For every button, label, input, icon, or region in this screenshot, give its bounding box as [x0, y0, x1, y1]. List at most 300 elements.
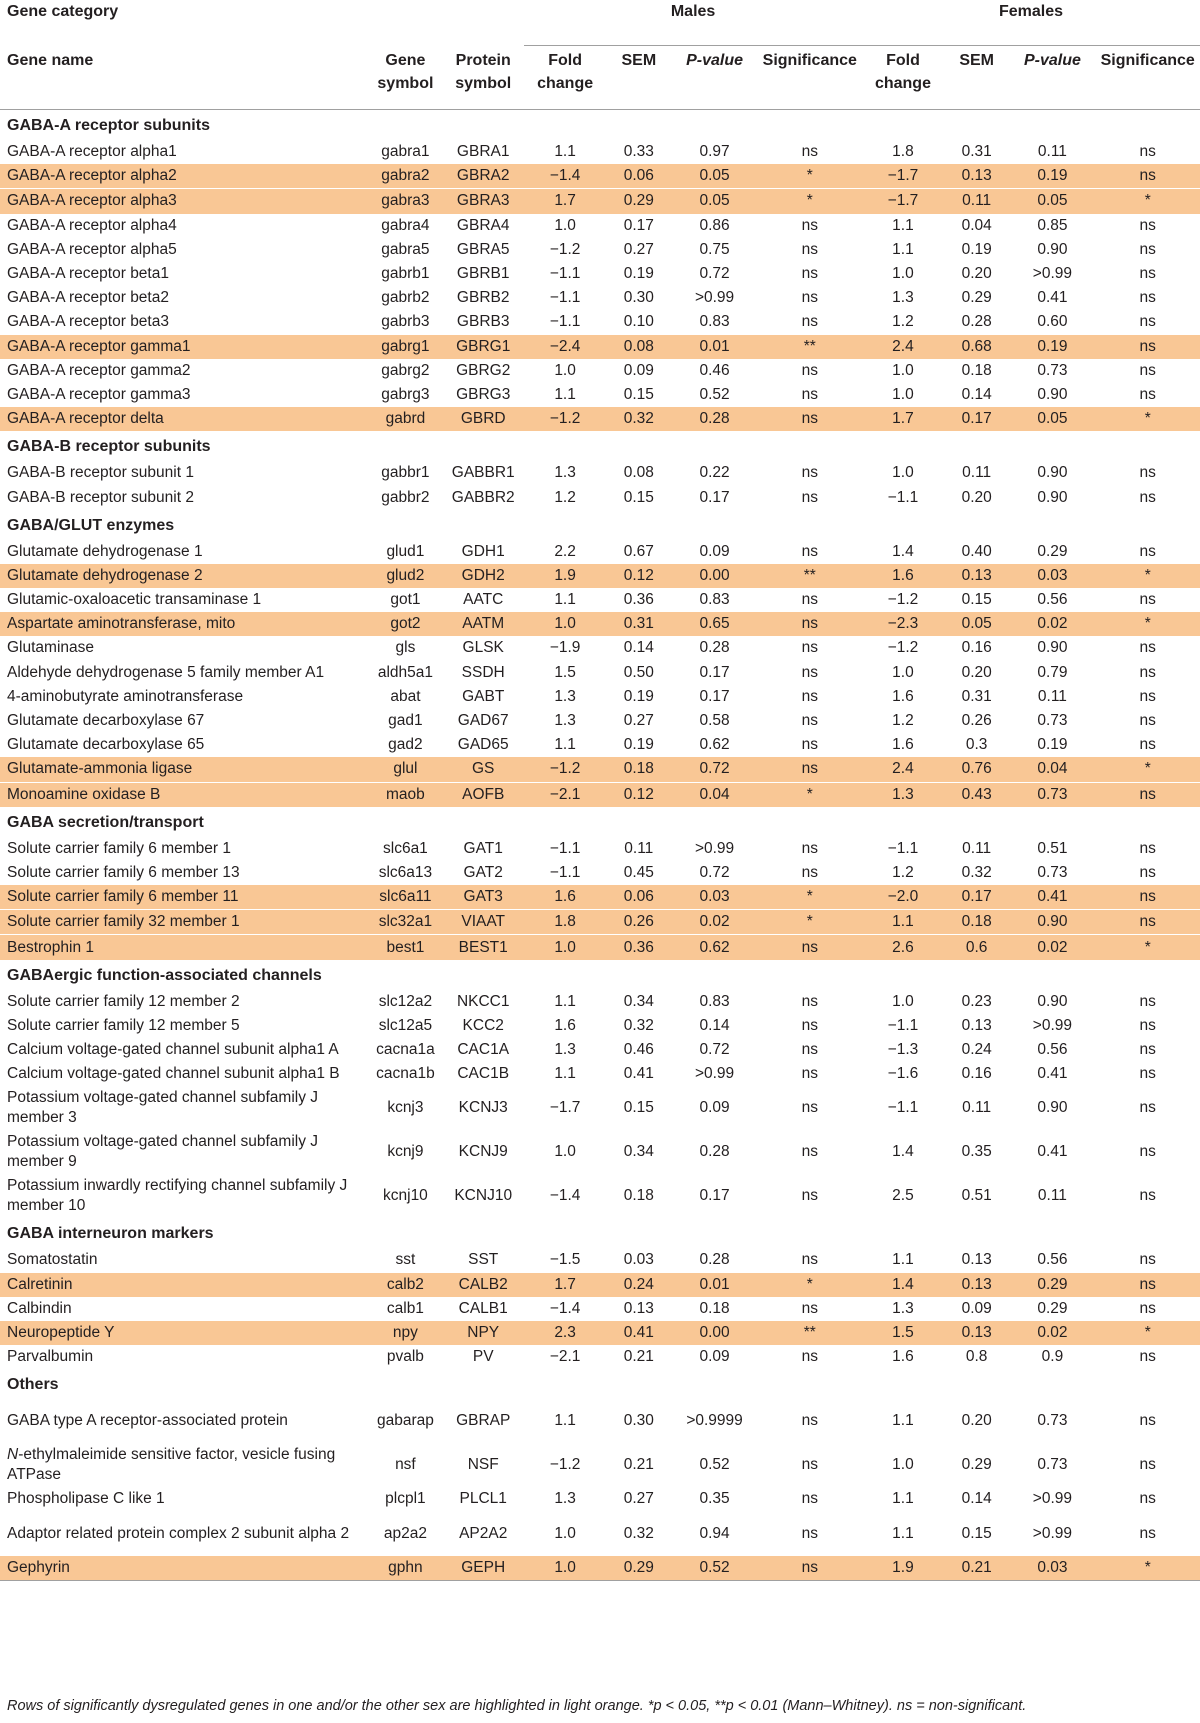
females-pvalue-cell: 0.85 [1037, 216, 1068, 234]
males-sem-cell: 0.15 [623, 385, 654, 403]
col-gene-symbol: Gene symbol [369, 46, 443, 110]
males-pvalue-cell: 0.01 [672, 335, 758, 359]
males-significance-cell: * [758, 910, 862, 935]
gene-symbol-cell: slc6a1 [383, 839, 428, 857]
gene-symbol-cell: glul [369, 757, 443, 782]
females-significance-cell: ns [1139, 1143, 1156, 1161]
gene-name-cell: Calcium voltage-gated channel subunit alpha1 B [7, 1065, 340, 1083]
protein-symbol-cell: GBRA3 [442, 189, 524, 214]
table-row [0, 661, 1200, 685]
table-row [0, 910, 1200, 935]
females-fold-change-cell: −1.7 [862, 164, 944, 189]
males-sem-cell: 0.29 [606, 1556, 672, 1581]
gene-name-cell: Bestrophin 1 [0, 935, 369, 960]
protein-symbol-cell: PV [472, 1348, 494, 1366]
females-significance-cell: ns [1139, 1099, 1156, 1117]
males-significance-cell: ns [801, 313, 818, 331]
females-significance-cell: ns [1139, 1251, 1156, 1269]
table-row [0, 1248, 1200, 1272]
protein-symbol-cell: GBRG2 [456, 361, 511, 379]
table-row [0, 612, 1200, 636]
females-sem-cell: 0.68 [944, 335, 1010, 359]
males-pvalue-cell: 0.28 [699, 639, 730, 657]
males-significance-cell: ns [801, 361, 818, 379]
gene-symbol-cell: gabrb3 [381, 313, 430, 331]
protein-symbol-cell: GBRG3 [456, 385, 511, 403]
males-sem-cell: 0.06 [606, 885, 672, 910]
males-sem-cell: 0.30 [623, 289, 654, 307]
protein-symbol-cell: AP2A2 [459, 1524, 508, 1542]
females-pvalue-cell: 0.60 [1037, 313, 1068, 331]
females-fold-change-cell: 1.1 [892, 1524, 914, 1542]
females-significance-cell: * [1095, 1556, 1200, 1581]
gene-symbol-cell: gabrb1 [381, 265, 430, 283]
males-fold-change-cell: 1.0 [554, 216, 576, 234]
table-row [0, 1086, 1200, 1130]
gene-name-cell: Calcium voltage-gated channel subunit alpha1 A [7, 1041, 339, 1059]
table-row [0, 540, 1200, 564]
males-significance-cell: * [758, 782, 862, 807]
males-sem-cell: 0.46 [623, 1041, 654, 1059]
females-significance-cell: * [1095, 189, 1200, 214]
gene-symbol-cell: gabrg2 [381, 361, 430, 379]
females-fold-change-cell: 1.0 [892, 385, 914, 403]
males-sem-cell: 0.10 [623, 313, 654, 331]
males-significance-cell: * [758, 189, 862, 214]
males-sem-cell: 0.41 [623, 1065, 654, 1083]
table-row [0, 935, 1200, 960]
gene-symbol-cell: glud1 [386, 542, 425, 560]
table-row [0, 359, 1200, 383]
females-pvalue-cell: 0.05 [1009, 407, 1095, 431]
gene-name-cell: Aldehyde dehydrogenase 5 family member A1 [7, 663, 325, 681]
males-significance-cell: ns [801, 1412, 818, 1430]
table-row [0, 262, 1200, 286]
females-sem-cell: 0.05 [944, 612, 1010, 636]
females-pvalue-cell: 0.19 [1009, 164, 1095, 189]
females-pvalue-cell: 0.29 [1037, 542, 1068, 560]
gene-name-cell: Glutamate decarboxylase 67 [7, 712, 205, 730]
table-row [0, 588, 1200, 612]
males-pvalue-cell: 0.01 [672, 1273, 758, 1297]
protein-symbol-cell: GBRB1 [456, 265, 510, 283]
protein-symbol-cell: SST [468, 1251, 499, 1269]
males-significance-cell: ns [801, 542, 818, 560]
gene-name-cell: Potassium inwardly rectifying channel subfamily J member 10 [7, 1177, 348, 1215]
males-pvalue-cell: 0.52 [699, 1456, 730, 1474]
table-row [0, 310, 1200, 334]
table-row [0, 164, 1200, 189]
gene-name-cell: Potassium voltage-gated channel subfamily J member 9 [7, 1133, 319, 1171]
females-sem-cell: 0.32 [961, 863, 992, 881]
males-sem-cell: 0.18 [606, 757, 672, 782]
gene-symbol-cell: kcnj10 [383, 1187, 428, 1205]
males-fold-change-cell: 1.6 [524, 885, 606, 910]
gene-symbol-cell: gabbr1 [381, 464, 430, 482]
males-sem-cell: 0.17 [623, 216, 654, 234]
males-significance-cell: ns [801, 289, 818, 307]
table-row [0, 733, 1200, 757]
gene-symbol-cell: gabra1 [381, 143, 430, 161]
males-significance-cell: ns [801, 663, 818, 681]
females-fold-change-cell: −2.0 [862, 885, 944, 910]
gene-symbol-cell: sst [395, 1251, 416, 1269]
males-pvalue-cell: 0.83 [699, 992, 730, 1010]
females-sem-cell: 0.16 [961, 1065, 992, 1083]
females-fold-change-cell: 1.4 [892, 1143, 914, 1161]
gene-name-cell: Solute carrier family 6 member 11 [0, 885, 369, 910]
protein-symbol-cell: GABT [462, 687, 505, 705]
females-sem-cell: 0.31 [961, 687, 992, 705]
males-significance-cell: ** [758, 1321, 862, 1345]
females-fold-change-cell: 1.6 [892, 1348, 914, 1366]
females-pvalue-cell: 0.90 [1009, 910, 1095, 935]
males-significance-cell: ns [801, 1016, 818, 1034]
gene-name-cell: GABA-A receptor beta2 [7, 289, 169, 307]
protein-symbol-cell: GAT3 [442, 885, 524, 910]
females-significance-cell: * [1095, 612, 1200, 636]
females-sem-cell: 0.21 [944, 1556, 1010, 1581]
males-significance-cell: ns [801, 1348, 818, 1366]
males-significance-cell: ns [801, 1041, 818, 1059]
males-fold-change-cell: 1.1 [554, 143, 576, 161]
females-pvalue-cell: 0.11 [1037, 687, 1067, 705]
males-pvalue-cell: 0.97 [699, 143, 730, 161]
females-sem-cell: 0.24 [961, 1041, 992, 1059]
males-sem-cell: 0.19 [623, 736, 654, 754]
protein-symbol-cell: CALB2 [442, 1273, 524, 1297]
protein-symbol-cell: GBRA1 [456, 143, 510, 161]
females-sem-cell: 0.20 [961, 1412, 992, 1430]
females-pvalue-cell: 0.73 [1037, 863, 1068, 881]
males-pvalue-cell: 0.75 [699, 240, 730, 258]
males-pvalue-cell: 0.17 [699, 663, 730, 681]
females-sem-cell: 0.29 [961, 289, 992, 307]
males-pvalue-cell: 0.52 [672, 1556, 758, 1581]
males-significance-cell: ns [801, 464, 818, 482]
males-fold-change-cell: −1.7 [549, 1099, 581, 1117]
section-title: GABAergic function-associated channels [7, 966, 322, 984]
males-fold-change-cell: 1.2 [554, 488, 576, 506]
males-header: Males [524, 0, 862, 46]
females-fold-change-cell: −1.1 [887, 1016, 919, 1034]
males-significance-cell: ns [801, 265, 818, 283]
females-sem-cell: 0.13 [961, 1251, 992, 1269]
females-fold-change-cell: 1.1 [892, 216, 914, 234]
table-row [0, 885, 1200, 910]
females-significance-cell: ns [1139, 1348, 1156, 1366]
gene-symbol-cell: gabrd [369, 407, 443, 431]
females-pvalue-cell: 0.41 [1037, 289, 1068, 307]
males-pvalue-cell: 0.04 [672, 782, 758, 807]
females-significance-cell: ns [1139, 687, 1156, 705]
females-pvalue-cell: 0.9 [1041, 1348, 1064, 1366]
col-females-significance: Significance [1095, 46, 1200, 110]
table-row [0, 1556, 1200, 1581]
females-significance-cell: ns [1139, 464, 1156, 482]
females-fold-change-cell: 1.6 [892, 736, 914, 754]
gene-name-cell: GABA-B receptor subunit 2 [7, 488, 194, 506]
males-fold-change-cell: −1.1 [549, 863, 581, 881]
males-significance-cell: ns [801, 488, 818, 506]
males-fold-change-cell: −2.4 [524, 335, 606, 359]
males-sem-cell: 0.21 [623, 1348, 654, 1366]
females-significance-cell: ns [1139, 265, 1156, 283]
females-pvalue-cell: 0.90 [1037, 240, 1068, 258]
males-significance-cell: ns [801, 712, 818, 730]
males-fold-change-cell: 2.2 [554, 542, 576, 560]
males-significance-cell: ns [801, 1143, 818, 1161]
females-pvalue-cell: 0.29 [1037, 1299, 1068, 1317]
males-pvalue-cell: 0.28 [699, 1143, 730, 1161]
males-significance-cell: ns [801, 639, 818, 657]
gene-name-cell: 4-aminobutyrate aminotransferase [7, 687, 244, 705]
males-pvalue-cell: >0.99 [694, 289, 735, 307]
gene-symbol-cell: gabra2 [369, 164, 443, 189]
gene-symbol-cell: gls [395, 639, 416, 657]
protein-symbol-cell: GDH1 [461, 542, 505, 560]
males-pvalue-cell: 0.52 [699, 385, 730, 403]
males-fold-change-cell: 1.0 [554, 1143, 576, 1161]
females-pvalue-cell: 0.90 [1037, 464, 1068, 482]
males-fold-change-cell: −1.1 [549, 265, 581, 283]
gene-symbol-cell: npy [369, 1321, 443, 1345]
protein-symbol-cell: GAT1 [463, 839, 503, 857]
females-sem-cell: 0.28 [961, 313, 992, 331]
females-fold-change-cell: 1.1 [892, 240, 914, 258]
table-row [0, 214, 1200, 238]
females-sem-cell: 0.04 [961, 216, 992, 234]
males-significance-cell: ns [801, 1099, 818, 1117]
gene-name-cell: Glutamate dehydrogenase 1 [7, 542, 203, 560]
females-sem-cell: 0.11 [944, 189, 1010, 214]
males-pvalue-cell: 0.22 [699, 464, 730, 482]
table-row [0, 782, 1200, 807]
females-fold-change-cell: 1.4 [862, 1273, 944, 1297]
females-significance-cell: ns [1095, 335, 1200, 359]
males-sem-cell: 0.18 [623, 1187, 654, 1205]
protein-symbol-cell: GAT2 [463, 863, 503, 881]
males-pvalue-cell: 0.00 [672, 1321, 758, 1345]
females-pvalue-cell: 0.02 [1009, 612, 1095, 636]
females-pvalue-cell: 0.73 [1037, 1412, 1068, 1430]
females-pvalue-cell: >0.99 [1032, 265, 1073, 283]
females-significance-cell: ns [1139, 1456, 1156, 1474]
males-pvalue-cell: 0.94 [699, 1524, 730, 1542]
females-sem-cell: 0.13 [944, 164, 1010, 189]
males-significance-cell: ns [801, 863, 818, 881]
females-fold-change-cell: 1.7 [862, 407, 944, 431]
females-significance-cell: ns [1139, 1187, 1156, 1205]
females-fold-change-cell: 1.3 [862, 782, 944, 807]
col-gene-name: Gene name [0, 46, 369, 110]
table-row [0, 1487, 1200, 1511]
females-fold-change-cell: 1.0 [892, 1456, 914, 1474]
males-sem-cell: 0.03 [623, 1251, 654, 1269]
females-pvalue-cell: >0.99 [1032, 1490, 1073, 1508]
males-fold-change-cell: −1.1 [549, 313, 581, 331]
table-row [0, 461, 1200, 485]
section-header-row [0, 960, 1200, 990]
males-sem-cell: 0.27 [623, 712, 654, 730]
table-row [0, 861, 1200, 885]
protein-symbol-cell: GBRB2 [456, 289, 510, 307]
gene-name-cell: Solute carrier family 12 member 2 [7, 992, 240, 1010]
gene-name-cell: GABA-A receptor alpha2 [0, 164, 369, 189]
table-row [0, 1038, 1200, 1062]
gene-symbol-cell: got1 [390, 591, 421, 609]
males-significance-cell: ns [801, 992, 818, 1010]
gene-name-cell: Calbindin [7, 1299, 72, 1317]
females-sem-cell: 0.35 [961, 1143, 992, 1161]
protein-symbol-cell: GABBR1 [451, 464, 515, 482]
females-sem-cell: 0.13 [944, 564, 1010, 588]
protein-symbol-cell: GDH2 [442, 564, 524, 588]
males-significance-cell: ns [801, 143, 818, 161]
gene-symbol-cell: aldh5a1 [377, 663, 433, 681]
males-sem-cell: 0.34 [623, 992, 654, 1010]
females-fold-change-cell: 2.4 [862, 757, 944, 782]
table-row [0, 1062, 1200, 1086]
females-sem-cell: 0.09 [961, 1299, 992, 1317]
males-pvalue-cell: 0.02 [672, 910, 758, 935]
males-fold-change-cell: 1.6 [554, 1016, 576, 1034]
females-fold-change-cell: 1.8 [892, 143, 914, 161]
females-fold-change-cell: −2.3 [862, 612, 944, 636]
males-sem-cell: 0.24 [606, 1273, 672, 1297]
females-pvalue-cell: 0.05 [1009, 189, 1095, 214]
females-fold-change-cell: 1.9 [862, 1556, 944, 1581]
males-significance-cell: ns [801, 1065, 818, 1083]
males-sem-cell: 0.13 [623, 1299, 654, 1317]
males-significance-cell: * [758, 164, 862, 189]
males-sem-cell: 0.32 [623, 1524, 654, 1542]
section-header-row [0, 110, 1200, 141]
header-group-row [0, 0, 1200, 46]
gene-name-cell: GABA-A receptor beta1 [7, 265, 169, 283]
protein-symbol-cell: GBRD [442, 407, 524, 431]
males-fold-change-cell: 2.3 [524, 1321, 606, 1345]
males-pvalue-cell: 0.00 [672, 564, 758, 588]
gene-symbol-cell: maob [369, 782, 443, 807]
females-sem-cell: 0.43 [944, 782, 1010, 807]
females-fold-change-cell: 1.1 [862, 910, 944, 935]
males-fold-change-cell: 1.0 [524, 612, 606, 636]
females-sem-cell: 0.13 [961, 1016, 992, 1034]
gene-name-cell: Glutamate decarboxylase 65 [7, 736, 205, 754]
females-pvalue-cell: 0.51 [1037, 839, 1068, 857]
males-fold-change-cell: −1.2 [524, 757, 606, 782]
males-fold-change-cell: −1.1 [549, 839, 581, 857]
section-title: GABA-B receptor subunits [7, 438, 211, 456]
females-fold-change-cell: −1.1 [887, 839, 919, 857]
males-fold-change-cell: 1.1 [554, 385, 576, 403]
males-significance-cell: ns [801, 1299, 818, 1317]
gene-symbol-cell: calb2 [369, 1273, 443, 1297]
females-fold-change-cell: −1.3 [887, 1041, 919, 1059]
gene-name-cell: GABA-A receptor alpha5 [7, 240, 177, 258]
males-pvalue-cell: 0.72 [672, 757, 758, 782]
females-pvalue-cell: 0.11 [1037, 1187, 1067, 1205]
males-significance-cell: ns [801, 1490, 818, 1508]
table-row [0, 1345, 1200, 1369]
males-significance-cell: ns [758, 757, 862, 782]
females-fold-change-cell: −1.7 [862, 189, 944, 214]
males-sem-cell: 0.19 [623, 265, 654, 283]
males-pvalue-cell: 0.17 [699, 1187, 730, 1205]
females-pvalue-cell: 0.56 [1037, 591, 1068, 609]
col-males-pvalue: P-value [672, 46, 758, 110]
table-row [0, 383, 1200, 407]
females-significance-cell: ns [1139, 289, 1156, 307]
gene-symbol-cell: best1 [369, 935, 443, 960]
females-pvalue-cell: 0.73 [1037, 712, 1068, 730]
males-fold-change-cell: −2.1 [549, 1348, 581, 1366]
females-pvalue-cell: 0.73 [1037, 1456, 1068, 1474]
males-fold-change-cell: 1.1 [554, 1412, 576, 1430]
males-fold-change-cell: −1.2 [524, 407, 606, 431]
section-title: GABA secretion/transport [7, 813, 204, 831]
males-sem-cell: 0.15 [623, 488, 654, 506]
table-row [0, 709, 1200, 733]
section-header-row [0, 807, 1200, 837]
gene-symbol-cell: pvalb [386, 1348, 424, 1366]
males-sem-cell: 0.30 [623, 1412, 654, 1430]
females-fold-change-cell: 1.2 [892, 863, 914, 881]
females-pvalue-cell: 0.11 [1037, 143, 1067, 161]
males-sem-cell: 0.08 [623, 464, 654, 482]
gene-symbol-cell: kcnj3 [387, 1099, 424, 1117]
males-fold-change-cell: −1.4 [549, 1187, 581, 1205]
females-sem-cell: 0.19 [961, 240, 992, 258]
females-fold-change-cell: 1.3 [892, 1299, 914, 1317]
females-significance-cell: ns [1139, 488, 1156, 506]
males-pvalue-cell: 0.05 [672, 189, 758, 214]
females-pvalue-cell: 0.90 [1037, 488, 1068, 506]
males-pvalue-cell: >0.99 [694, 839, 735, 857]
males-pvalue-cell: 0.72 [699, 1041, 730, 1059]
females-fold-change-cell: −1.2 [887, 591, 919, 609]
females-significance-cell: ns [1139, 1490, 1156, 1508]
males-sem-cell: 0.06 [606, 164, 672, 189]
males-fold-change-cell: 1.8 [524, 910, 606, 935]
males-fold-change-cell: 1.1 [554, 736, 576, 754]
females-fold-change-cell: 1.3 [892, 289, 914, 307]
protein-symbol-cell: KCC2 [462, 1016, 504, 1034]
females-fold-change-cell: −1.1 [887, 488, 919, 506]
gene-symbol-cell: gabbr2 [381, 488, 430, 506]
protein-symbol-cell: AATC [463, 591, 504, 609]
table-row [0, 1399, 1200, 1443]
gene-name-cell: Somatostatin [7, 1251, 98, 1269]
females-sem-cell: 0.29 [961, 1456, 992, 1474]
col-females-fold-change: Fold change [862, 46, 944, 110]
females-significance-cell: ns [1095, 1273, 1200, 1297]
females-significance-cell: ns [1139, 712, 1156, 730]
protein-symbol-cell: AATM [442, 612, 524, 636]
males-sem-cell: 0.09 [623, 361, 654, 379]
gene-symbol-cell: kcnj9 [387, 1143, 424, 1161]
col-females-pvalue: P-value [1009, 46, 1095, 110]
females-significance-cell: ns [1095, 782, 1200, 807]
protein-symbol-cell: KCNJ3 [458, 1099, 508, 1117]
males-pvalue-cell: 0.28 [672, 407, 758, 431]
males-fold-change-cell: −1.2 [549, 240, 581, 258]
males-sem-cell: 0.27 [623, 240, 654, 258]
males-sem-cell: 0.27 [623, 1490, 654, 1508]
section-header-row [0, 1369, 1200, 1399]
males-significance-cell: ns [801, 240, 818, 258]
